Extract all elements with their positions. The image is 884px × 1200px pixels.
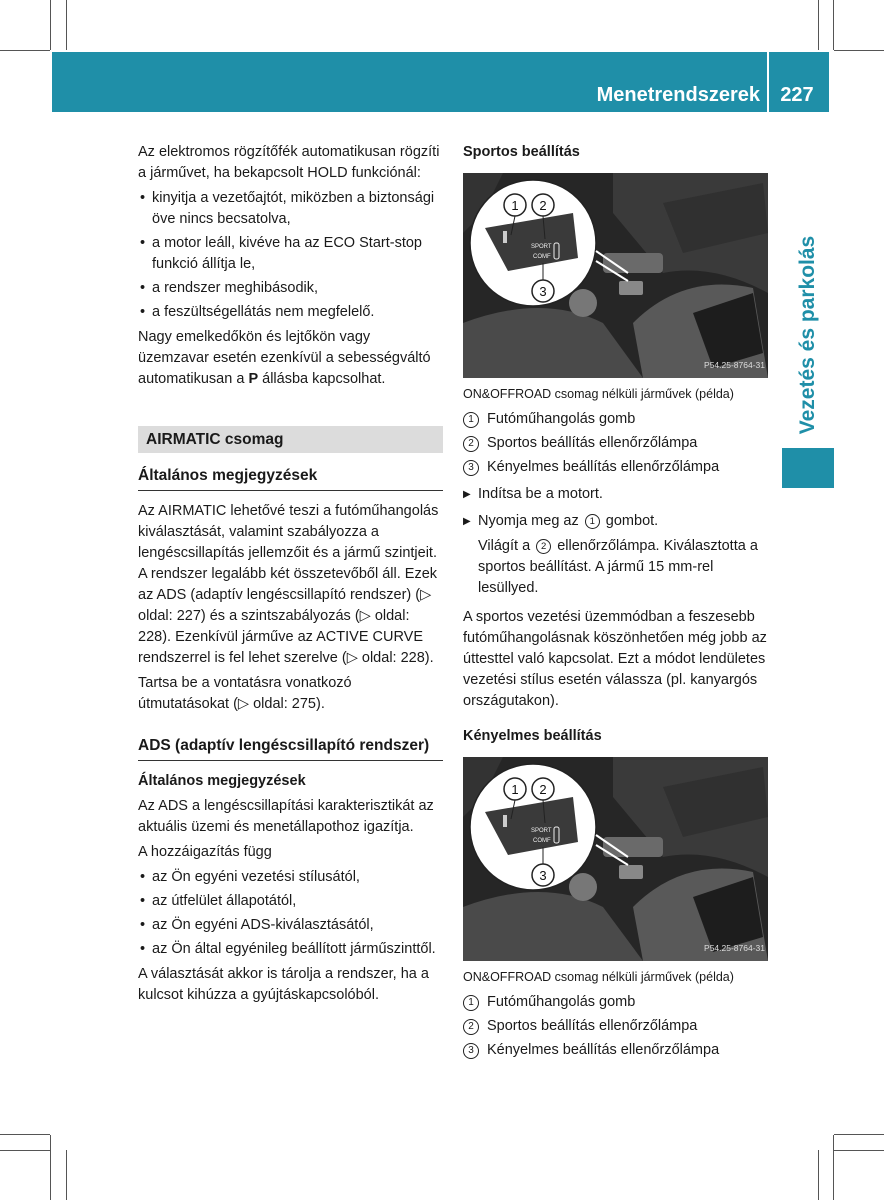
callout-number: 3 bbox=[463, 460, 479, 476]
side-tab-label: Vezetés és parkolás bbox=[796, 235, 819, 435]
airmatic-heading: AIRMATIC csomag bbox=[138, 426, 443, 453]
intro-bullet-list bbox=[138, 188, 443, 323]
legend-text: Futóműhangolás gomb bbox=[487, 411, 636, 427]
gear-position-p: P bbox=[248, 371, 259, 387]
crop-mark bbox=[50, 1135, 51, 1200]
legend-text: Sportos beállítás ellenőrzőlámpa bbox=[487, 435, 698, 451]
list-item: • a motor leáll, kivéve ha az ECO Start-stop funkció állítja le, bbox=[138, 233, 443, 275]
list-item: • az Ön egyéni ADS-kiválasztásától, bbox=[138, 915, 443, 936]
ads-paragraph: Az ADS a lengéscsillapítási karakterisztikát az aktuális üzemi és menetállapothoz igazítja. bbox=[138, 798, 434, 835]
page-number: 227 bbox=[780, 84, 814, 106]
crop-mark bbox=[66, 0, 67, 50]
side-tab-marker bbox=[782, 448, 834, 488]
airmatic-paragraph: Az AIRMATIC lehetővé teszi a futóműhangolás kiválasztását, valamint szabályozza a lengéscsillapítás jellemzőit és a jármű szintjeit. A rendszer legalább két összetevőből áll. Ezek az ADS (adaptív lengéscsillapító rendszer) (▷ oldal: 227) és a szintszabályozás (▷ oldal: 228). Ezenkívül járműve az ACTIVE CURVE rendszerrel is fel lehet szerelve (▷ oldal: 228). bbox=[138, 503, 439, 666]
ads-bullet-list bbox=[138, 867, 443, 960]
figure-caption: ON&OFFROAD csomag nélküli járművek (példa) bbox=[463, 970, 734, 984]
callout-number: 2 bbox=[536, 539, 551, 554]
callout-number: 3 bbox=[463, 1043, 479, 1059]
callout-number: 1 bbox=[463, 412, 479, 428]
storage-paragraph: A választását akkor is tárolja a rendszer, ha a kulcsot kihúzza a gyújtáskapcsolóból. bbox=[138, 966, 429, 1003]
crop-mark bbox=[0, 1134, 50, 1135]
legend-item bbox=[463, 1040, 769, 1061]
legend-text: Sportos beállítás ellenőrzőlámpa bbox=[487, 1018, 698, 1034]
list-item: • a feszültségellátás nem megfelelő. bbox=[138, 302, 443, 323]
callout-1: 1 bbox=[511, 782, 519, 797]
comf-label: COMF bbox=[533, 838, 551, 844]
side-tab bbox=[782, 230, 834, 440]
step-result bbox=[463, 536, 769, 599]
list-item: • az útfelület állapotától, bbox=[138, 891, 443, 912]
callout-1: 1 bbox=[511, 198, 519, 213]
callout-number: 1 bbox=[585, 514, 600, 529]
center-console-illustration bbox=[463, 173, 768, 378]
figure-code: P54.25-8764-31 bbox=[704, 360, 765, 370]
legend-item bbox=[463, 433, 769, 454]
callout-3: 3 bbox=[539, 284, 547, 299]
left-column bbox=[138, 142, 443, 1010]
header-divider bbox=[767, 52, 769, 112]
callout-number: 2 bbox=[463, 436, 479, 452]
depends-paragraph: A hozzáigazítás függ bbox=[138, 844, 272, 860]
crop-mark bbox=[834, 50, 884, 51]
crop-mark bbox=[833, 1135, 834, 1200]
crop-mark bbox=[0, 1150, 50, 1151]
crop-mark bbox=[0, 50, 50, 51]
comf-label: COMF bbox=[533, 254, 551, 260]
crop-mark bbox=[833, 0, 834, 50]
crop-mark bbox=[834, 1134, 884, 1135]
slope-text: Nagy emelkedőkön és lejtőkön vagy üzemzavar esetén ezenkívül a sebességváltó automatikusan a bbox=[138, 329, 431, 387]
legend-text: Futóműhangolás gomb bbox=[487, 994, 636, 1010]
sport-label: SPORT bbox=[531, 828, 552, 834]
list-item: • a rendszer meghibásodik, bbox=[138, 278, 443, 299]
callout-2: 2 bbox=[539, 782, 547, 797]
right-column bbox=[463, 142, 769, 1064]
legend-item bbox=[463, 992, 769, 1013]
center-console-illustration bbox=[463, 757, 768, 961]
figure-code: P54.25-8764-31 bbox=[704, 943, 765, 953]
step-start-engine: ▶ Indítsa be a motort. bbox=[463, 484, 769, 505]
legend-item bbox=[463, 409, 769, 430]
general-notes-heading: Általános megjegyzések bbox=[138, 465, 443, 491]
crop-mark bbox=[818, 1150, 819, 1200]
result-text: Világít a bbox=[478, 538, 535, 554]
comfort-setting-figure bbox=[463, 757, 768, 961]
legend-text: Kényelmes beállítás ellenőrzőlámpa bbox=[487, 1042, 720, 1058]
crop-mark bbox=[66, 1150, 67, 1200]
crop-mark bbox=[818, 0, 819, 50]
slope-text-end: állásba kapcsolhat. bbox=[258, 371, 386, 387]
crop-mark bbox=[50, 0, 51, 50]
list-item: • az Ön által egyénileg beállított járműszinttől. bbox=[138, 939, 443, 960]
list-item: • kinyitja a vezetőajtót, miközben a biztonsági öve nincs becsatolva, bbox=[138, 188, 443, 230]
callout-3: 3 bbox=[539, 868, 547, 883]
slope-paragraph bbox=[138, 327, 443, 390]
sport-mode-paragraph: A sportos vezetési üzemmódban a feszesebb futóműhangolásnak köszönhetően még jobb az úttesttel való kapcsolat. Ezt a módot lendületes vezetési stílus esetén válassza (pl. kanyargós országutakon). bbox=[463, 609, 767, 709]
section-title: Menetrendszerek bbox=[596, 84, 760, 106]
ads-heading: ADS (adaptív lengéscsillapító rendszer) bbox=[138, 735, 443, 761]
sport-setting-heading: Sportos beállítás bbox=[463, 144, 580, 160]
legend-text: Kényelmes beállítás ellenőrzőlámpa bbox=[487, 459, 720, 475]
list-item: • az Ön egyéni vezetési stílusától, bbox=[138, 867, 443, 888]
figure-caption: ON&OFFROAD csomag nélküli járművek (példa) bbox=[463, 387, 734, 401]
sport-setting-figure bbox=[463, 173, 768, 378]
result-text-end: ellenőrzőlámpa. Kiválasztotta a sportos beállítást. A jármű 15 mm-rel lesüllyed. bbox=[478, 538, 758, 596]
ads-general-notes-heading: Általános megjegyzések bbox=[138, 773, 306, 789]
crop-mark bbox=[834, 1150, 884, 1151]
legend-item bbox=[463, 457, 769, 478]
callout-2: 2 bbox=[539, 198, 547, 213]
callout-number: 2 bbox=[463, 1019, 479, 1035]
legend-item bbox=[463, 1016, 769, 1037]
step-text: Nyomja meg az bbox=[478, 513, 583, 529]
callout-number: 1 bbox=[463, 995, 479, 1011]
comfort-setting-heading: Kényelmes beállítás bbox=[463, 728, 602, 744]
step-text-end: gombot. bbox=[601, 513, 659, 529]
sport-label: SPORT bbox=[531, 244, 552, 250]
traction-paragraph: Tartsa be a vontatásra vonatkozó útmutatásokat (▷ oldal: 275). bbox=[138, 675, 352, 712]
step-press-button bbox=[463, 511, 769, 532]
intro-paragraph: Az elektromos rögzítőfék automatikusan rögzíti a járművet, ha bekapcsolt HOLD funkciónál: bbox=[138, 144, 440, 181]
